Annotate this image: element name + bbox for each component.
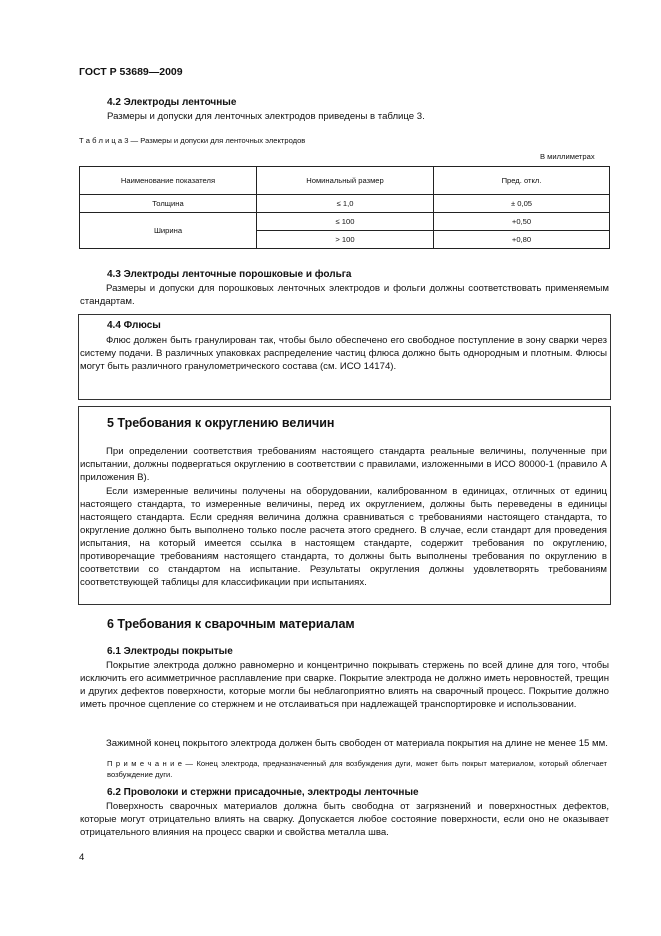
section-5-paragraph-1: При определении соответствия требованиям настоящего стандарта реальные величины, полученные при испытании, должны подвергаться округлению в соответствии с правилами, изложенными в ИСО 80000-1 (правило А приложения В). <box>80 446 607 483</box>
table-cell: +0,80 <box>434 231 610 249</box>
table-3-caption: Т а б л и ц а 3 — Размеры и допуски для ленточных электродов <box>79 136 306 145</box>
table-3 <box>79 166 610 249</box>
table-row <box>80 213 610 231</box>
section-4-4-heading: 4.4 Флюсы <box>107 320 161 331</box>
table-cell: Ширина <box>80 213 257 249</box>
table-row <box>80 195 610 213</box>
table-cell: ± 0,05 <box>434 195 610 213</box>
table-cell: ≤ 100 <box>257 213 434 231</box>
column-header: Пред. откл. <box>434 167 610 195</box>
section-5-paragraph-2: Если измеренные величины получены на оборудовании, калиброванном в единицах, отличных от единиц настоящего стандарта, то измеренные величины, перед их округлением, должны быть переведены в единицы настоящего стандарта. Если средняя величина должна сравниваться с требованиями настоящего стандарта, то округление должно быть выполнено только после расчета этого среднего. В случае, если стандарт для проведения испытания, на который имеется ссылка в настоящем стандарте, содержит требования по округлению, противоречащие требованиям настоящего стандарта, то должны быть выполнены требования по округлению в соответствии со стандартом на испытание. Результаты округления должны удовлетворять требованиям соответствующей таблицы для классификации при испытаниях. <box>80 486 607 588</box>
section-4-4-text: Флюс должен быть гранулирован так, чтобы было обеспечено его свободное поступление в зону сварки через систему подачи. В различных упаковках распределение частиц флюса должно быть однородным и плотным. Флюсы могут быть различного гранулометрического состава (см. ИСО 14174). <box>80 335 607 372</box>
section-6-1-paragraph-2: Зажимной конец покрытого электрода должен быть свободен от материала покрытия на длине не менее 15 мм. <box>106 738 608 749</box>
table-cell: ≤ 1,0 <box>257 195 434 213</box>
section-6-2-paragraph-1: Поверхность сварочных материалов должна быть свободна от загрязнений и поверхностных дефектов, которые могут отрицательно влиять на сварку. Допускается любое состояние поверхности, если оно не оказывает отрицательного влияния на процесс сварки и свойства металла шва. <box>80 801 609 838</box>
page-number: 4 <box>79 852 85 863</box>
section-6-2-heading: 6.2 Проволоки и стержни присадочные, электроды ленточные <box>107 787 419 798</box>
section-4-2-heading: 4.2 Электроды ленточные <box>107 97 237 108</box>
table-cell: > 100 <box>257 231 434 249</box>
table-3-units: В миллиметрах <box>540 152 595 161</box>
section-4-3-heading: 4.3 Электроды ленточные порошковые и фольга <box>107 269 352 280</box>
section-6-heading: 6 Требования к сварочным материалам <box>107 617 355 631</box>
column-header: Номинальный размер <box>257 167 434 195</box>
table-header-row <box>80 167 610 195</box>
section-6-1-note: П р и м е ч а н и е — Конец электрода, предназначенный для возбуждения дуги, может быть покрыт материалом, который облегчает возбуждение дуги. <box>107 759 607 779</box>
section-6-1-heading: 6.1 Электроды покрытые <box>107 646 233 657</box>
section-4-2-text: Размеры и допуски для ленточных электродов приведены в таблице 3. <box>107 111 425 122</box>
section-4-3-text: Размеры и допуски для порошковых ленточных электродов и фольги должны соответствовать применяемым стандартам. <box>80 283 609 307</box>
document-header: ГОСТ Р 53689—2009 <box>79 66 183 78</box>
table-cell: +0,50 <box>434 213 610 231</box>
section-6-1-paragraph-1: Покрытие электрода должно равномерно и концентрично покрывать стержень по всей длине для того, чтобы исключить его асимметричное расплавление при сварке. Покрытие электрода не должно иметь неровностей, трещин и других дефектов поверхности, которые могли бы неблагоприятно влиять на сварочный процесс. Покрытие должно иметь прочное сцепление со стержнем и не отслаиваться при надлежащей транспортировке и использовании. <box>80 660 609 710</box>
column-header: Наименование показателя <box>80 167 257 195</box>
section-5-heading: 5 Требования к округлению величин <box>107 416 335 430</box>
table-cell: Толщина <box>80 195 257 213</box>
